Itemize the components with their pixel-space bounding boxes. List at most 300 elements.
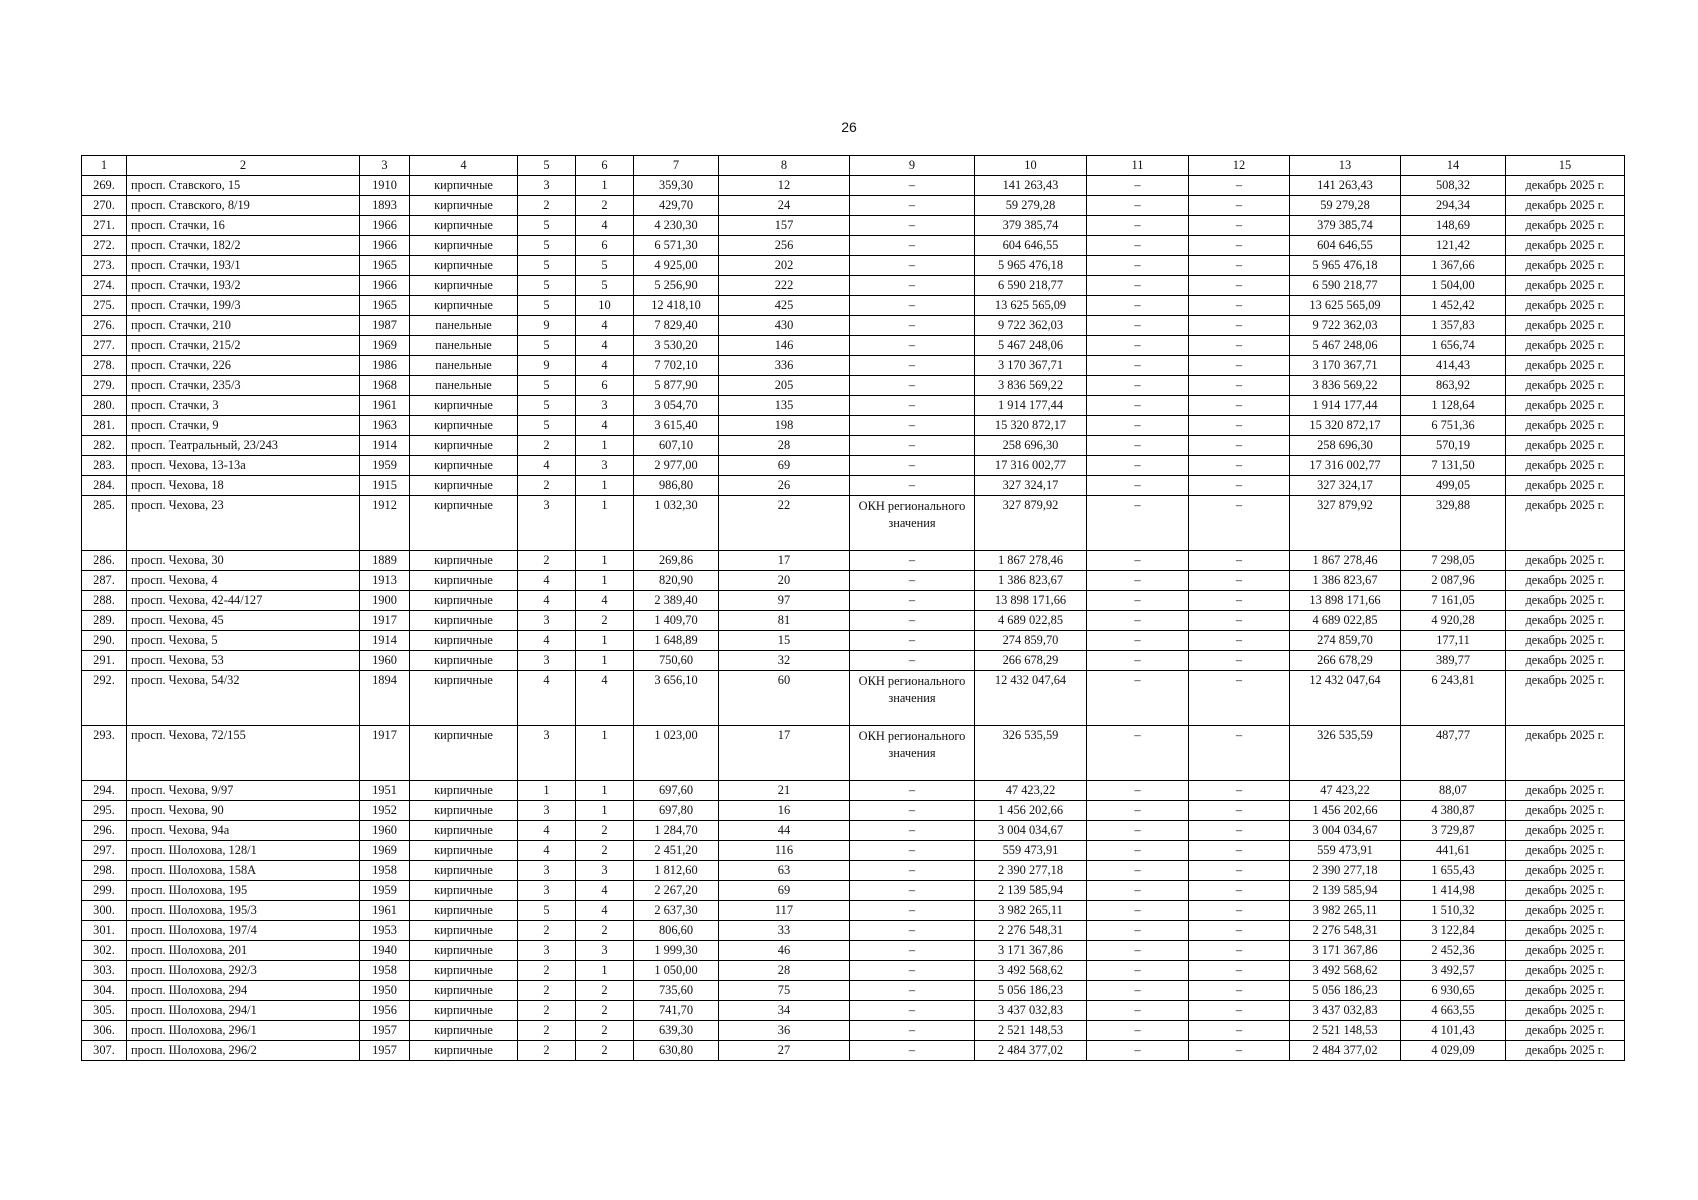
table-cell: 327 879,92 xyxy=(975,496,1087,551)
table-cell: 274 859,70 xyxy=(1290,631,1401,651)
table-cell: 294,34 xyxy=(1401,196,1506,216)
table-cell: 135 xyxy=(719,396,850,416)
table-cell: 2 xyxy=(518,981,576,1001)
table-cell: 1 656,74 xyxy=(1401,336,1506,356)
table-row xyxy=(82,1021,1625,1041)
table-cell: 10 xyxy=(576,296,634,316)
table-cell: кирпичные xyxy=(410,611,518,631)
table-cell: 3 054,70 xyxy=(634,396,719,416)
table-row xyxy=(82,436,1625,456)
table-cell: – xyxy=(1087,651,1189,671)
table-cell: 284. xyxy=(82,476,127,496)
table-cell: 5 965 476,18 xyxy=(1290,256,1401,276)
table-cell: 4 663,55 xyxy=(1401,1001,1506,1021)
table-cell: – xyxy=(850,216,975,236)
table-cell: 5 xyxy=(518,396,576,416)
table-cell: 290. xyxy=(82,631,127,651)
table-cell: – xyxy=(850,476,975,496)
table-cell: декабрь 2025 г. xyxy=(1506,961,1625,981)
table-cell: 26 xyxy=(719,476,850,496)
table-cell: кирпичные xyxy=(410,176,518,196)
table-cell: – xyxy=(850,821,975,841)
table-cell: 1917 xyxy=(360,726,410,781)
table-cell: 2 390 277,18 xyxy=(975,861,1087,881)
table-cell: 3 492 568,62 xyxy=(1290,961,1401,981)
table-cell: – xyxy=(1087,941,1189,961)
column-number-cell: 12 xyxy=(1189,156,1290,176)
table-cell: 429,70 xyxy=(634,196,719,216)
table-row xyxy=(82,256,1625,276)
page-number: 26 xyxy=(841,119,857,135)
table-row xyxy=(82,416,1625,436)
table-cell: – xyxy=(850,1001,975,1021)
table-cell: кирпичные xyxy=(410,276,518,296)
table-cell: 1900 xyxy=(360,591,410,611)
table-cell: 256 xyxy=(719,236,850,256)
column-number-cell: 11 xyxy=(1087,156,1189,176)
table-cell: 292. xyxy=(82,671,127,726)
table-cell: 1965 xyxy=(360,296,410,316)
table-cell: просп. Чехова, 72/155 xyxy=(127,726,360,781)
table-cell: 499,05 xyxy=(1401,476,1506,496)
table-cell: – xyxy=(1189,496,1290,551)
table-cell: 9 722 362,03 xyxy=(975,316,1087,336)
table-cell: декабрь 2025 г. xyxy=(1506,476,1625,496)
table-row xyxy=(82,236,1625,256)
table-cell: 9 xyxy=(518,316,576,336)
table-cell: – xyxy=(1087,1021,1189,1041)
table-cell: 1952 xyxy=(360,801,410,821)
table-cell: 3 729,87 xyxy=(1401,821,1506,841)
table-cell: 280. xyxy=(82,396,127,416)
table-cell: просп. Шолохова, 197/4 xyxy=(127,921,360,941)
table-cell: 3 xyxy=(576,941,634,961)
table-cell: кирпичные xyxy=(410,801,518,821)
table-cell: 2 087,96 xyxy=(1401,571,1506,591)
table-cell: 141 263,43 xyxy=(975,176,1087,196)
table-cell: 69 xyxy=(719,456,850,476)
table-cell: 2 xyxy=(518,961,576,981)
table-cell: 6 590 218,77 xyxy=(1290,276,1401,296)
table-cell: 487,77 xyxy=(1401,726,1506,781)
column-number-cell: 13 xyxy=(1290,156,1401,176)
table-cell: 34 xyxy=(719,1001,850,1021)
table-cell: 414,43 xyxy=(1401,356,1506,376)
table-cell: 1956 xyxy=(360,1001,410,1021)
table-cell: кирпичные xyxy=(410,196,518,216)
table-cell: декабрь 2025 г. xyxy=(1506,356,1625,376)
table-cell: 1961 xyxy=(360,901,410,921)
table-cell: 7 702,10 xyxy=(634,356,719,376)
table-cell: – xyxy=(1189,216,1290,236)
table-cell: декабрь 2025 г. xyxy=(1506,416,1625,436)
table-cell: ОКН регионального значения xyxy=(850,671,975,726)
table-cell: – xyxy=(850,981,975,1001)
table-cell: 2 389,40 xyxy=(634,591,719,611)
table-cell: 3 xyxy=(518,651,576,671)
table-cell: 4 xyxy=(518,671,576,726)
table-cell: 697,60 xyxy=(634,781,719,801)
table-cell: – xyxy=(1087,356,1189,376)
table-cell: 5 467 248,06 xyxy=(1290,336,1401,356)
table-cell: 283. xyxy=(82,456,127,476)
table-cell: 69 xyxy=(719,881,850,901)
table-cell: 329,88 xyxy=(1401,496,1506,551)
table-cell: 4 101,43 xyxy=(1401,1021,1506,1041)
table-cell: 269,86 xyxy=(634,551,719,571)
table-cell: – xyxy=(1087,901,1189,921)
table-cell: – xyxy=(850,256,975,276)
table-cell: 379 385,74 xyxy=(1290,216,1401,236)
column-number-cell: 2 xyxy=(127,156,360,176)
table-cell: – xyxy=(1189,961,1290,981)
table-cell: 3 xyxy=(518,496,576,551)
table-cell: 2 xyxy=(518,1021,576,1041)
table-cell: 2 xyxy=(576,611,634,631)
table-cell: – xyxy=(1087,396,1189,416)
table-cell: – xyxy=(1087,881,1189,901)
table-cell: 6 590 218,77 xyxy=(975,276,1087,296)
table-cell: 1914 xyxy=(360,436,410,456)
table-row xyxy=(82,881,1625,901)
table-cell: – xyxy=(1087,1041,1189,1061)
table-cell: – xyxy=(1087,256,1189,276)
table-cell: – xyxy=(1087,671,1189,726)
table-cell: декабрь 2025 г. xyxy=(1506,1041,1625,1061)
table-cell: – xyxy=(1189,436,1290,456)
table-cell: 15 320 872,17 xyxy=(975,416,1087,436)
table-cell: панельные xyxy=(410,356,518,376)
table-header-row xyxy=(82,156,1625,176)
table-cell: 1 409,70 xyxy=(634,611,719,631)
table-cell: – xyxy=(1087,376,1189,396)
table-cell: 1968 xyxy=(360,376,410,396)
table-cell: 297. xyxy=(82,841,127,861)
table-cell: 21 xyxy=(719,781,850,801)
table-cell: декабрь 2025 г. xyxy=(1506,591,1625,611)
table-cell: 13 625 565,09 xyxy=(1290,296,1401,316)
table-cell: кирпичные xyxy=(410,496,518,551)
table-cell: 12 xyxy=(719,176,850,196)
table-cell: – xyxy=(1189,841,1290,861)
table-cell: просп. Стачки, 182/2 xyxy=(127,236,360,256)
table-cell: 3 170 367,71 xyxy=(975,356,1087,376)
table-cell: 1961 xyxy=(360,396,410,416)
table-cell: 1958 xyxy=(360,961,410,981)
table-cell: 1986 xyxy=(360,356,410,376)
table-cell: 2 xyxy=(518,921,576,941)
table-cell: кирпичные xyxy=(410,476,518,496)
table-cell: декабрь 2025 г. xyxy=(1506,551,1625,571)
table-cell: 275. xyxy=(82,296,127,316)
table-cell: – xyxy=(850,781,975,801)
table-cell: – xyxy=(850,611,975,631)
table-cell: – xyxy=(1189,296,1290,316)
table-cell: 272. xyxy=(82,236,127,256)
column-number-cell: 1 xyxy=(82,156,127,176)
table-cell: 1 504,00 xyxy=(1401,276,1506,296)
table-cell: – xyxy=(1189,1021,1290,1041)
table-cell: – xyxy=(1189,861,1290,881)
table-cell: 9 xyxy=(518,356,576,376)
table-cell: 1959 xyxy=(360,456,410,476)
table-cell: 1 655,43 xyxy=(1401,861,1506,881)
table-cell: просп. Ставского, 15 xyxy=(127,176,360,196)
table-cell: кирпичные xyxy=(410,216,518,236)
table-cell: 1 914 177,44 xyxy=(1290,396,1401,416)
table-cell: 198 xyxy=(719,416,850,436)
table-cell: просп. Стачки, 226 xyxy=(127,356,360,376)
table-cell: 22 xyxy=(719,496,850,551)
table-cell: 88,07 xyxy=(1401,781,1506,801)
table-cell: просп. Шолохова, 296/2 xyxy=(127,1041,360,1061)
table-cell: – xyxy=(1189,1041,1290,1061)
table-cell: 2 451,20 xyxy=(634,841,719,861)
table-cell: декабрь 2025 г. xyxy=(1506,571,1625,591)
table-cell: – xyxy=(1087,176,1189,196)
table-cell: 148,69 xyxy=(1401,216,1506,236)
table-cell: 15 320 872,17 xyxy=(1290,416,1401,436)
table-row xyxy=(82,671,1625,726)
table-row xyxy=(82,781,1625,801)
table-cell: декабрь 2025 г. xyxy=(1506,781,1625,801)
table-cell: 6 xyxy=(576,376,634,396)
table-cell: 9 722 362,03 xyxy=(1290,316,1401,336)
table-cell: 2 xyxy=(576,1001,634,1021)
table-cell: 4 xyxy=(576,356,634,376)
table-cell: – xyxy=(1189,316,1290,336)
table-cell: – xyxy=(850,456,975,476)
table-cell: 75 xyxy=(719,981,850,1001)
table-cell: просп. Чехова, 30 xyxy=(127,551,360,571)
table-cell: 3 171 367,86 xyxy=(1290,941,1401,961)
table-cell: 6 xyxy=(576,236,634,256)
table-cell: декабрь 2025 г. xyxy=(1506,296,1625,316)
table-cell: 305. xyxy=(82,1001,127,1021)
table-cell: 1966 xyxy=(360,276,410,296)
table-cell: – xyxy=(850,651,975,671)
table-cell: просп. Шолохова, 195/3 xyxy=(127,901,360,921)
table-cell: – xyxy=(1087,921,1189,941)
table-cell: ОКН регионального значения xyxy=(850,726,975,781)
table-cell: 2 521 148,53 xyxy=(975,1021,1087,1041)
table-cell: 336 xyxy=(719,356,850,376)
table-cell: – xyxy=(1189,456,1290,476)
table-cell: просп. Шолохова, 294 xyxy=(127,981,360,1001)
table-cell: 425 xyxy=(719,296,850,316)
table-cell: 750,60 xyxy=(634,651,719,671)
table-row xyxy=(82,456,1625,476)
table-cell: кирпичные xyxy=(410,396,518,416)
table-cell: 177,11 xyxy=(1401,631,1506,651)
table-cell: – xyxy=(1087,631,1189,651)
table-cell: кирпичные xyxy=(410,651,518,671)
table-cell: – xyxy=(1189,1001,1290,1021)
table-cell: – xyxy=(850,921,975,941)
table-cell: – xyxy=(1087,781,1189,801)
table-cell: 4 xyxy=(518,456,576,476)
table-cell: просп. Стачки, 193/1 xyxy=(127,256,360,276)
table-cell: 301. xyxy=(82,921,127,941)
table-cell: панельные xyxy=(410,336,518,356)
table-cell: – xyxy=(1087,801,1189,821)
table-cell: декабрь 2025 г. xyxy=(1506,841,1625,861)
table-cell: – xyxy=(1189,881,1290,901)
table-cell: просп. Чехова, 4 xyxy=(127,571,360,591)
table-cell: 141 263,43 xyxy=(1290,176,1401,196)
table-row xyxy=(82,631,1625,651)
table-cell: 1 032,30 xyxy=(634,496,719,551)
table-cell: 17 xyxy=(719,726,850,781)
table-cell: 5 965 476,18 xyxy=(975,256,1087,276)
table-cell: кирпичные xyxy=(410,671,518,726)
table-cell: 4 689 022,85 xyxy=(1290,611,1401,631)
table-cell: 1958 xyxy=(360,861,410,881)
table-cell: – xyxy=(850,861,975,881)
table-cell: 12 432 047,64 xyxy=(1290,671,1401,726)
table-cell: 4 xyxy=(576,336,634,356)
table-cell: – xyxy=(850,1041,975,1061)
table-cell: кирпичные xyxy=(410,436,518,456)
table-cell: 1 367,66 xyxy=(1401,256,1506,276)
table-row xyxy=(82,921,1625,941)
table-cell: 302. xyxy=(82,941,127,961)
table-cell: 1913 xyxy=(360,571,410,591)
table-cell: 5 xyxy=(518,376,576,396)
table-cell: 285. xyxy=(82,496,127,551)
table-cell: 278. xyxy=(82,356,127,376)
table-cell: 5 xyxy=(518,296,576,316)
table-cell: – xyxy=(850,841,975,861)
table-cell: кирпичные xyxy=(410,296,518,316)
table-cell: 639,30 xyxy=(634,1021,719,1041)
table-cell: 4 xyxy=(576,316,634,336)
table-cell: 27 xyxy=(719,1041,850,1061)
table-cell: 7 298,05 xyxy=(1401,551,1506,571)
table-cell: 269. xyxy=(82,176,127,196)
table-cell: 3 xyxy=(576,861,634,881)
table-row xyxy=(82,651,1625,671)
table-cell: 4 925,00 xyxy=(634,256,719,276)
table-cell: кирпичные xyxy=(410,551,518,571)
table-row xyxy=(82,396,1625,416)
column-number-cell: 15 xyxy=(1506,156,1625,176)
table-cell: просп. Стачки, 215/2 xyxy=(127,336,360,356)
table-cell: 1 xyxy=(576,496,634,551)
table-cell: – xyxy=(1087,196,1189,216)
table-cell: 32 xyxy=(719,651,850,671)
table-cell: – xyxy=(1189,591,1290,611)
table-cell: 205 xyxy=(719,376,850,396)
table-cell: 121,42 xyxy=(1401,236,1506,256)
table-cell: – xyxy=(1189,416,1290,436)
table-cell: 17 xyxy=(719,551,850,571)
table-cell: – xyxy=(1087,961,1189,981)
table-cell: 3 170 367,71 xyxy=(1290,356,1401,376)
table-cell: 6 243,81 xyxy=(1401,671,1506,726)
table-cell: – xyxy=(1087,1001,1189,1021)
table-cell: – xyxy=(1189,356,1290,376)
table-cell: декабрь 2025 г. xyxy=(1506,276,1625,296)
table-cell: 3 xyxy=(518,881,576,901)
table-cell: 3 492 568,62 xyxy=(975,961,1087,981)
table-cell: 293. xyxy=(82,726,127,781)
table-cell: просп. Стачки, 235/3 xyxy=(127,376,360,396)
table-cell: 146 xyxy=(719,336,850,356)
table-cell: просп. Стачки, 193/2 xyxy=(127,276,360,296)
table-cell: – xyxy=(850,631,975,651)
table-cell: 4 xyxy=(576,671,634,726)
table-cell: 735,60 xyxy=(634,981,719,1001)
table-cell: 1 xyxy=(576,436,634,456)
table-cell: просп. Стачки, 3 xyxy=(127,396,360,416)
table-cell: 2 276 548,31 xyxy=(975,921,1087,941)
table-cell: 1957 xyxy=(360,1041,410,1061)
table-cell: 5 xyxy=(518,256,576,276)
table-cell: 2 452,36 xyxy=(1401,941,1506,961)
table-cell: кирпичные xyxy=(410,981,518,1001)
table-cell: декабрь 2025 г. xyxy=(1506,651,1625,671)
table-cell: – xyxy=(1189,921,1290,941)
table-cell: 1 914 177,44 xyxy=(975,396,1087,416)
table-cell: 304. xyxy=(82,981,127,1001)
table-cell: 1 xyxy=(576,961,634,981)
table-row xyxy=(82,176,1625,196)
table-cell: 1 284,70 xyxy=(634,821,719,841)
table-row xyxy=(82,961,1625,981)
table-cell: декабрь 2025 г. xyxy=(1506,881,1625,901)
table-cell: 286. xyxy=(82,551,127,571)
table-cell: кирпичные xyxy=(410,631,518,651)
table-cell: 303. xyxy=(82,961,127,981)
table-cell: – xyxy=(850,296,975,316)
table-cell: кирпичные xyxy=(410,571,518,591)
table-cell: 273. xyxy=(82,256,127,276)
table-cell: 20 xyxy=(719,571,850,591)
table-cell: 4 xyxy=(518,631,576,651)
table-cell: 300. xyxy=(82,901,127,921)
table-cell: – xyxy=(1189,726,1290,781)
column-number-cell: 3 xyxy=(360,156,410,176)
table-cell: – xyxy=(1189,196,1290,216)
table-cell: 13 898 171,66 xyxy=(1290,591,1401,611)
table-cell: 1 xyxy=(576,801,634,821)
table-cell: 2 xyxy=(518,196,576,216)
table-body xyxy=(82,156,1625,1061)
table-cell: 806,60 xyxy=(634,921,719,941)
table-cell: 281. xyxy=(82,416,127,436)
table-cell: 202 xyxy=(719,256,850,276)
table-cell: 5 xyxy=(518,216,576,236)
table-cell: – xyxy=(1087,476,1189,496)
table-cell: – xyxy=(850,591,975,611)
table-cell: 3 171 367,86 xyxy=(975,941,1087,961)
table-cell: 326 535,59 xyxy=(1290,726,1401,781)
table-cell: 559 473,91 xyxy=(975,841,1087,861)
table-cell: 3 122,84 xyxy=(1401,921,1506,941)
table-cell: 4 xyxy=(576,416,634,436)
table-cell: 59 279,28 xyxy=(1290,196,1401,216)
table-cell: 2 484 377,02 xyxy=(975,1041,1087,1061)
table-cell: – xyxy=(850,961,975,981)
table-cell: 2 xyxy=(576,841,634,861)
table-cell: кирпичные xyxy=(410,961,518,981)
table-cell: 117 xyxy=(719,901,850,921)
table-cell: 306. xyxy=(82,1021,127,1041)
table-cell: 4 xyxy=(518,571,576,591)
table-cell: 2 139 585,94 xyxy=(975,881,1087,901)
table-cell: 3 xyxy=(518,941,576,961)
